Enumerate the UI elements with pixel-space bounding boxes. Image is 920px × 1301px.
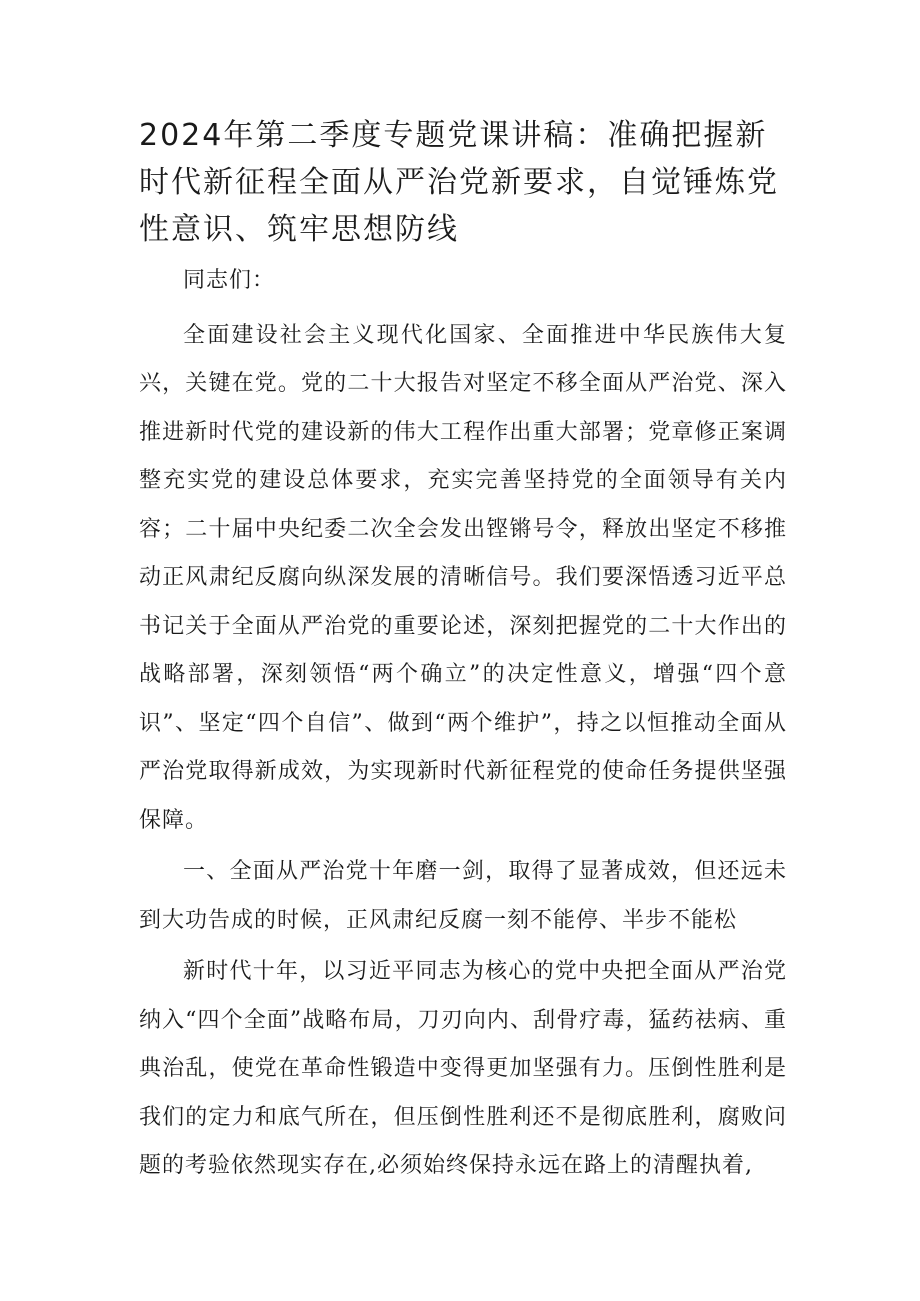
paragraph-section-1: 新时代十年，以习近平同志为核心的党中央把全面从严治党纳入“四个全面”战略布局，刀刃向内、刮骨疗毒，猛药祛病、重典治乱，使党在革命性锻造中变得更加坚强有力。压倒性胜利是我们的定力和底气所在，但压倒性胜利还不是彻底胜利，腐败问题的考验依然现实存在,必须始终保持永远在路上的清醒执着, <box>139 959 787 1178</box>
document-body <box>139 257 787 1194</box>
section-heading-1: 一、全面从严治党十年磨一剑，取得了显著成效，但还远未到大功告成的时候，正风肃纪反腐一刻不能停、半步不能松 <box>139 859 787 933</box>
greeting: 同志们： <box>183 268 276 293</box>
paragraph-intro: 全面建设社会主义现代化国家、全面推进中华民族伟大复兴，关键在党。党的二十大报告对坚定不移全面从严治党、深入推进新时代党的建设新的伟大工程作出重大部署；党章修正案调整充实党的建设总体要求，充实完善坚持党的全面领导有关内容；二十届中央纪委二次全会发出铿锵号令，释放出坚定不移推动正风肃纪反腐向纵深发展的清晰信号。我们要深悟透习近平总书记关于全面从严治党的重要论述，深刻把握党的二十大作出的战略部署，深刻领悟“两个确立”的决定性意义，增强“四个意识”、坚定“四个自信”、做到“两个维护”，持之以恒推动全面从严治党取得新成效，为实现新时代新征程党的使命任务提供坚强保障。 <box>139 322 787 833</box>
document-title: 2024年第二季度专题党课讲稿：准确把握新时代新征程全面从严治党新要求，自觉锤炼党性意识、筑牢思想防线 <box>139 118 779 247</box>
